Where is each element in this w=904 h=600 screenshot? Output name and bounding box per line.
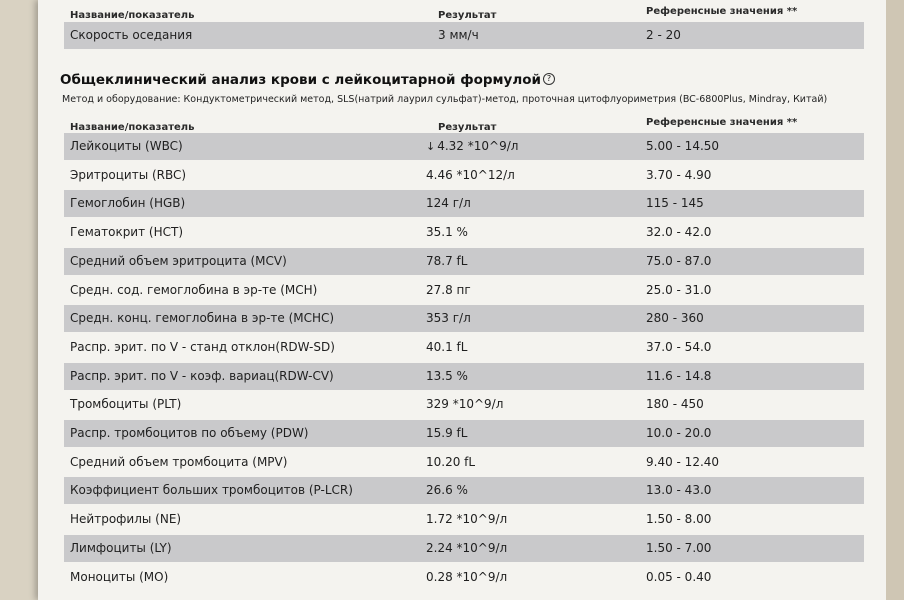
row-reference: 10.0 - 20.0 bbox=[646, 426, 712, 440]
row-result bbox=[426, 334, 467, 361]
row-reference: 5.00 - 14.50 bbox=[646, 139, 720, 153]
table-row bbox=[64, 248, 864, 275]
table-surface bbox=[886, 0, 904, 600]
row-result-value: 4.46 *10^12/л bbox=[426, 168, 515, 182]
header-reference: Референсные значения ** bbox=[646, 117, 798, 128]
row-result bbox=[426, 363, 468, 390]
row-result bbox=[426, 477, 468, 504]
row-result-value: 40.1 fL bbox=[426, 340, 468, 354]
table-row bbox=[64, 506, 864, 533]
row-result bbox=[426, 420, 467, 447]
row-result bbox=[426, 162, 515, 189]
row-result-value: 26.6 % bbox=[426, 483, 468, 497]
row-result-value: 353 г/л bbox=[426, 311, 471, 325]
question-circle-icon[interactable]: ? bbox=[543, 73, 555, 85]
row-result-value: 15.9 fL bbox=[426, 426, 468, 440]
row-result: 3 мм/ч bbox=[438, 28, 479, 42]
row-result-value: 10.20 fL bbox=[426, 455, 476, 469]
row-name: Распр. эрит. по V - станд отклон(RDW-SD) bbox=[70, 340, 335, 354]
top-header-name: Название/показатель bbox=[70, 10, 195, 21]
row-result bbox=[426, 449, 475, 476]
low-flag-arrow-icon: ↓ bbox=[426, 140, 436, 153]
row-result bbox=[426, 219, 468, 246]
row-result bbox=[426, 506, 507, 533]
row-reference: 37.0 - 54.0 bbox=[646, 340, 712, 354]
method-description: Метод и оборудование: Кондуктометрический метод, SLS(натрий лаурил сульфат)-метод, проточная цитофлуориметрия (BC-6800Plus, Mindray, Китай) bbox=[62, 94, 828, 105]
row-result bbox=[426, 535, 507, 562]
row-result bbox=[426, 248, 467, 275]
row-result-value: 329 *10^9/л bbox=[426, 397, 504, 411]
row-name: Средний объем тромбоцита (MPV) bbox=[70, 455, 288, 469]
row-reference: 1.50 - 8.00 bbox=[646, 512, 712, 526]
row-name: Коэффициент больших тромбоцитов (P-LCR) bbox=[70, 483, 353, 497]
row-reference: 180 - 450 bbox=[646, 397, 704, 411]
row-name: Лимфоциты (LY) bbox=[70, 541, 172, 555]
row-reference: 9.40 - 12.40 bbox=[646, 455, 720, 469]
top-header-reference: Референсные значения ** bbox=[646, 6, 798, 17]
row-name: Средн. конц. гемоглобина в эр-те (MCHC) bbox=[70, 311, 335, 325]
row-result bbox=[426, 190, 471, 217]
row-reference: 13.0 - 43.0 bbox=[646, 483, 712, 497]
table-row bbox=[64, 334, 864, 361]
row-result bbox=[426, 133, 518, 160]
row-reference: 2 - 20 bbox=[646, 28, 681, 42]
row-result bbox=[426, 564, 507, 591]
row-reference: 280 - 360 bbox=[646, 311, 704, 325]
header-name: Название/показатель bbox=[70, 122, 195, 133]
row-name: Тромбоциты (PLT) bbox=[70, 397, 182, 411]
row-name: Распр. эрит. по V - коэф. вариац(RDW-CV) bbox=[70, 369, 334, 383]
table-row bbox=[64, 535, 864, 562]
row-reference: 3.70 - 4.90 bbox=[646, 168, 712, 182]
table-row bbox=[64, 162, 864, 189]
header-result: Результат bbox=[438, 122, 497, 133]
table-row bbox=[64, 420, 864, 447]
row-reference: 115 - 145 bbox=[646, 196, 704, 210]
row-result-value: 124 г/л bbox=[426, 196, 471, 210]
section-title bbox=[60, 72, 555, 88]
row-name: Скорость оседания bbox=[70, 28, 193, 42]
table-row bbox=[64, 133, 864, 160]
row-result-value: 0.28 *10^9/л bbox=[426, 570, 508, 584]
section-title-text: Общеклинический анализ крови с лейкоцитарной формулой bbox=[60, 72, 541, 88]
table-row bbox=[64, 564, 864, 591]
row-name: Моноциты (MO) bbox=[70, 570, 169, 584]
row-result bbox=[426, 277, 471, 304]
row-name: Эритроциты (RBC) bbox=[70, 168, 187, 182]
top-header-result: Результат bbox=[438, 10, 497, 21]
row-reference: 11.6 - 14.8 bbox=[646, 369, 712, 383]
row-result-value: 78.7 fL bbox=[426, 254, 468, 268]
table-row bbox=[64, 363, 864, 390]
table-row bbox=[64, 277, 864, 304]
row-name: Средн. сод. гемоглобина в эр-те (MCH) bbox=[70, 283, 318, 297]
row-reference: 1.50 - 7.00 bbox=[646, 541, 712, 555]
row-name: Нейтрофилы (NE) bbox=[70, 512, 182, 526]
row-name: Гематокрит (HCT) bbox=[70, 225, 184, 239]
table-row bbox=[64, 190, 864, 217]
row-result-value: 13.5 % bbox=[426, 369, 468, 383]
table-row bbox=[64, 449, 864, 476]
row-reference: 75.0 - 87.0 bbox=[646, 254, 712, 268]
row-result bbox=[426, 305, 471, 332]
row-name: Средний объем эритроцита (MCV) bbox=[70, 254, 287, 268]
row-result-value: 2.24 *10^9/л bbox=[426, 541, 508, 555]
row-result-value: 1.72 *10^9/л bbox=[426, 512, 508, 526]
row-name: Распр. тромбоцитов по объему (PDW) bbox=[70, 426, 309, 440]
row-name: Гемоглобин (HGB) bbox=[70, 196, 186, 210]
table-row bbox=[64, 22, 864, 49]
row-reference: 0.05 - 0.40 bbox=[646, 570, 712, 584]
table-row bbox=[64, 305, 864, 332]
row-name: Лейкоциты (WBC) bbox=[70, 139, 183, 153]
row-result-value: 35.1 % bbox=[426, 225, 468, 239]
row-reference: 32.0 - 42.0 bbox=[646, 225, 712, 239]
table-row bbox=[64, 391, 864, 418]
row-result-value: 4.32 *10^9/л bbox=[437, 139, 519, 153]
row-result bbox=[426, 391, 503, 418]
table-row bbox=[64, 219, 864, 246]
row-result-value: 27.8 пг bbox=[426, 283, 471, 297]
table-row bbox=[64, 477, 864, 504]
row-reference: 25.0 - 31.0 bbox=[646, 283, 712, 297]
